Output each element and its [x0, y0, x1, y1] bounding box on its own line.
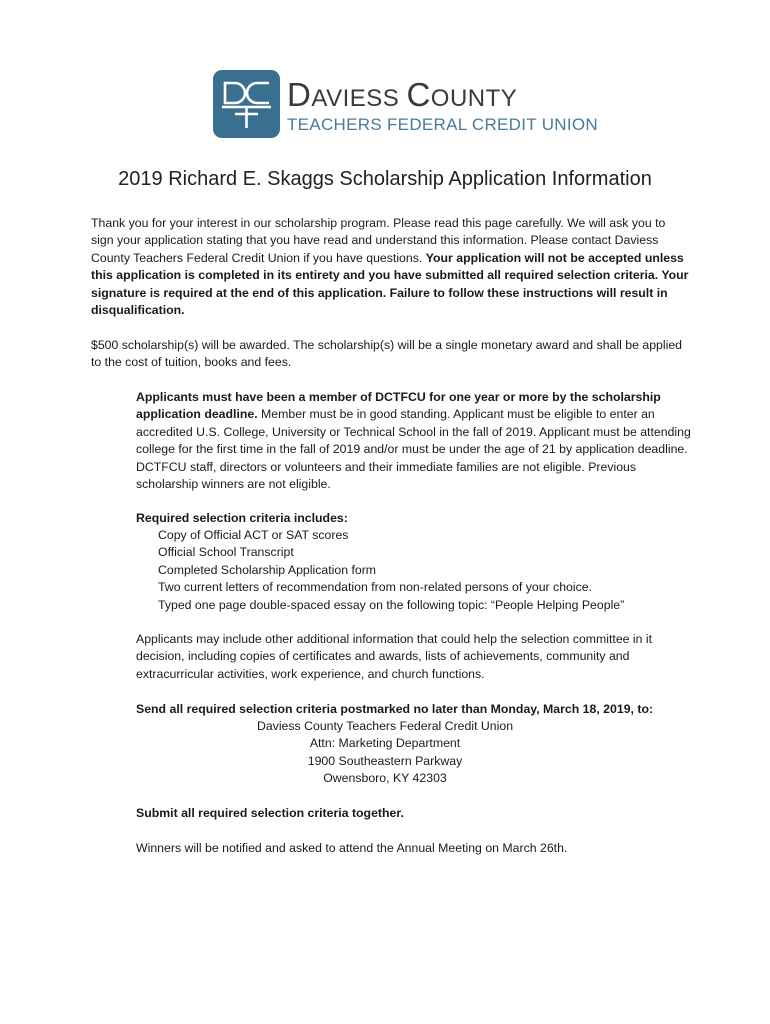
criteria-list	[158, 527, 624, 614]
mailing-address	[0, 718, 770, 788]
list-item: Typed one page double-spaced essay on the following topic: “People Helping People”	[158, 597, 625, 612]
winners-note: Winners will be notified and asked to attend the Annual Meeting on March 26th.	[136, 841, 568, 855]
address-line: 1900 Southeastern Parkway	[307, 753, 463, 768]
list-item: Completed Scholarship Application form	[158, 562, 377, 577]
logo-name: DAVIESS COUNTY	[287, 76, 518, 113]
list-item: Copy of Official ACT or SAT scores	[158, 528, 349, 542]
credit-union-logo	[213, 70, 598, 140]
intro-paragraph: Thank you for your interest in our scholarship program. Please read this page carefully. We will ask you to sign your application stating that you have read and understand this information. Please contact Daviess County Teachers Federal Credit Union if you have questions. Your application will not be accepted unless this application is completed in its entirety and you have submitted all required selection criteria. Your signature is required at the end of this application. Failure to follow these instructions will result in disqualification.	[91, 216, 689, 318]
award-paragraph: $500 scholarship(s) will be awarded. The scholarship(s) will be a single monetary award and shall be applied to the cost of tuition, books and fees.	[91, 338, 683, 370]
submit-together-note: Submit all required selection criteria together.	[136, 806, 404, 820]
address-line: Attn: Marketing Department	[309, 736, 461, 751]
address-line: Daviess County Teachers Federal Credit Union	[256, 719, 514, 733]
logo-subtitle: TEACHERS FEDERAL CREDIT UNION	[287, 115, 598, 134]
dctfcu-monogram-icon	[213, 70, 280, 138]
list-item: Two current letters of recommendation from non-related persons of your choice.	[158, 580, 593, 595]
eligibility-paragraph: Applicants must have been a member of DCTFCU for one year or more by the scholarship application deadline. Member must be in good standing. Applicant must be eligible to enter an accredited U.S. College, University or Technical School in the fall of 2019. Applicant must be attending college for the first time in the fall of 2019 and/or must be under the age of 21 by application deadline. DCTFCU staff, directors or volunteers and their immediate families are not eligible. Previous scholarship winners are not eligible.	[136, 390, 691, 492]
address-line: Owensboro, KY 42303	[323, 771, 447, 786]
criteria-heading: Required selection criteria includes:	[136, 511, 348, 525]
list-item: Official School Transcript	[158, 545, 294, 560]
additional-info-paragraph: Applicants may include other additional information that could help the selection committee in it decision, including copies of certificates and awards, lists of achievements, community and extracurricular activities, work experience, and church functions.	[136, 632, 653, 681]
send-heading: Send all required selection criteria postmarked no later than Monday, March 18, 2019, to:	[136, 702, 654, 716]
page-title: 2019 Richard E. Skaggs Scholarship Application Information	[118, 168, 652, 190]
